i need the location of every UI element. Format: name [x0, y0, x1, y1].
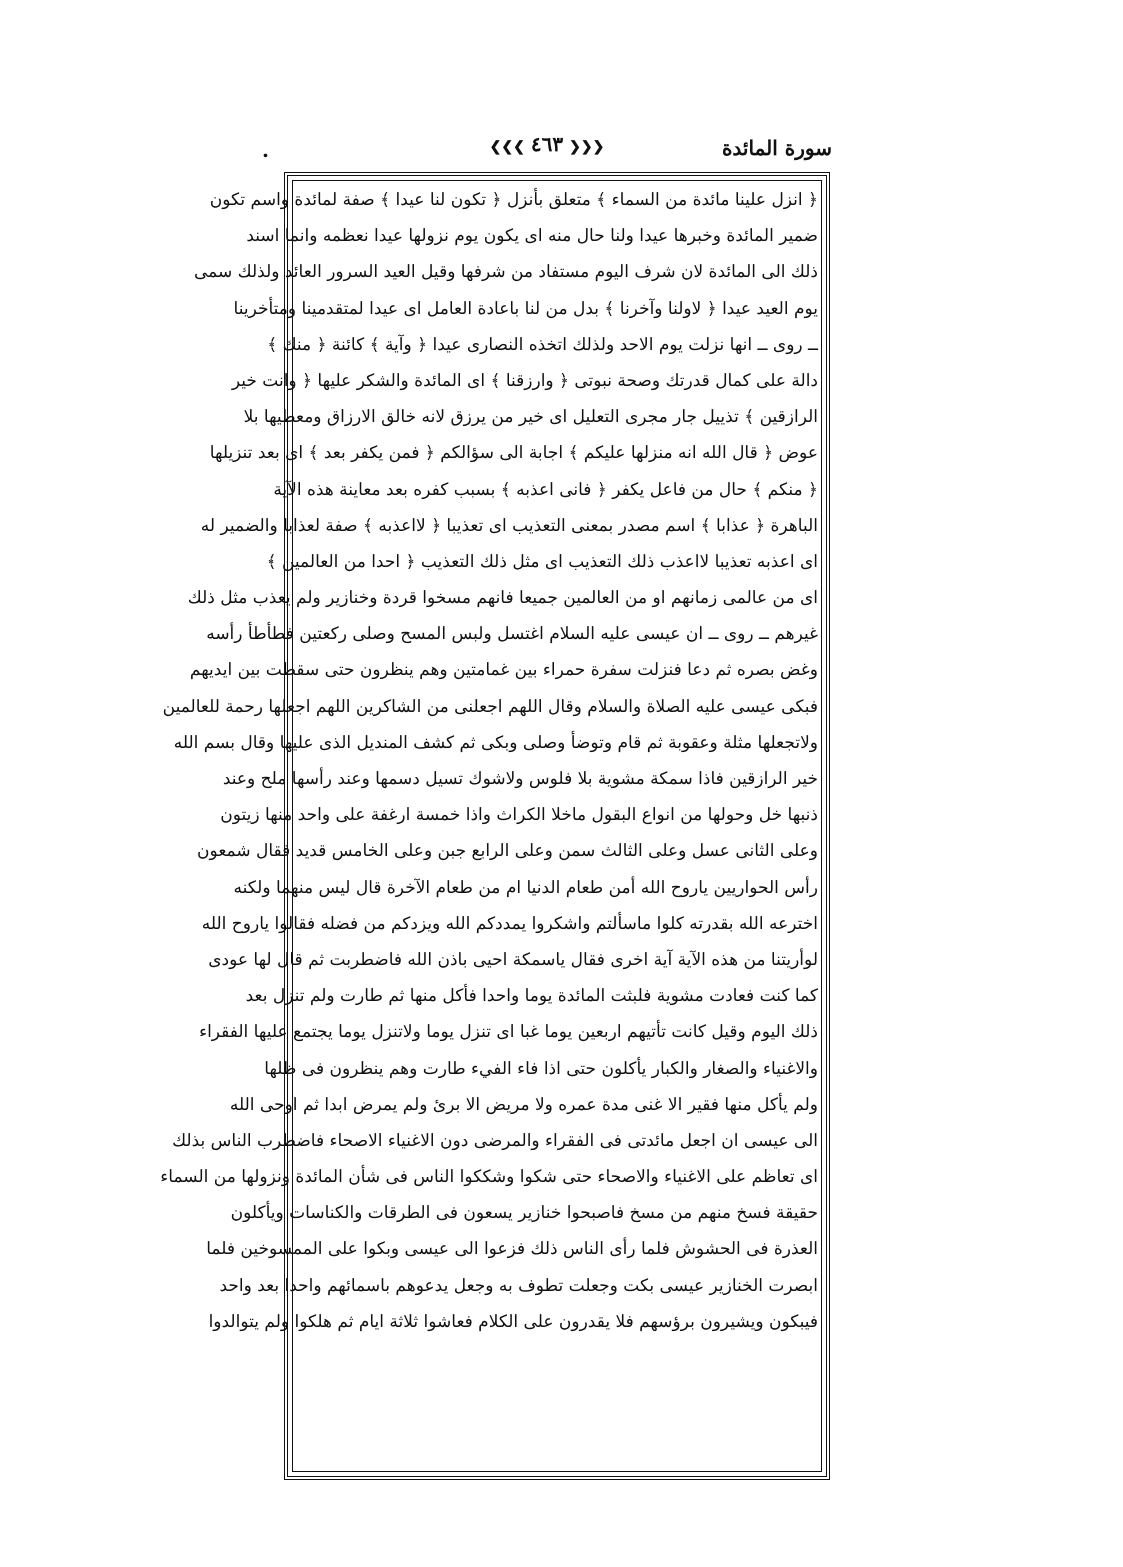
text-line: ذنبها خل وحولها من انواع البقول ماخلا الكراث واذا خمسة ارغفة على واحد منها زيتون: [220, 805, 818, 826]
page-number-value: ٤٦٣: [530, 132, 564, 156]
page-header: [262, 132, 832, 172]
surah-title: سورة المائدة: [721, 136, 832, 160]
text-line: والاغنياء والصغار والكبار يأكلون حتى اذا فاء الفيء طارت وهم ينظرون فى ظلها: [264, 1058, 818, 1079]
ornament-left-icon: ❮❮❮: [489, 139, 525, 155]
text-line: غيرهم ــ روى ــ ان عيسى عليه السلام اغتسل ولبس المسح وصلى ركعتين فطأطأ رأسه: [206, 624, 818, 645]
text-line: الباهرة ﴿ عذابا ﴾ اسم مصدر بمعنى التعذيب اى تعذيبا ﴿ لااعذبه ﴾ صفة لعذابا والضمير له: [200, 515, 818, 536]
text-line: رأس الحواريين ياروح الله أمن طعام الدنيا ام من طعام الآخرة قال ليس منهما ولكنه: [233, 877, 818, 898]
header-dot: .: [262, 138, 269, 162]
text-line: ولاتجعلها مثلة وعقوبة ثم قام وتوضأ وصلى وبكى ثم كشف المنديل الذى عليها وقال بسم الله: [173, 732, 818, 753]
text-line: اى تعاظم على الاغنياء والاصحاء حتى شكوا وشككوا الناس فى شأن المائدة ونزولها من السماء: [160, 1167, 818, 1188]
ornament-right-icon: ❯❯❯: [569, 139, 605, 155]
text-line: ذلك اليوم وقيل كانت تأتيهم اربعين يوما غبا اى تنزل يوما ولاتنزل يوما يجتمع عليها الفقراء: [199, 1022, 818, 1043]
page-number: [484, 132, 611, 156]
text-line: دالة على كمال قدرتك وصحة نبوتى ﴿ وارزقنا ﴾ اى المائدة والشكر عليها ﴿ وانت خير: [231, 370, 818, 391]
text-line: ﴿ انزل علينا مائدة من السماء ﴾ متعلق بأنزل ﴿ تكون لنا عيدا ﴾ صفة لمائدة واسم تكون: [209, 190, 818, 210]
text-line: اى اعذبه تعذيبا لااعذب ذلك التعذيب اى مثل ذلك التعذيب ﴿ احدا من العالمين ﴾: [266, 551, 818, 572]
text-line: ذلك الى المائدة لان شرف اليوم مستفاد من شرفها وقيل العيد السرور العائد ولذلك سمى: [194, 262, 818, 283]
text-line: اخترعه الله بقدرته كلوا ماسألتم واشكروا يمددكم الله ويزدكم من فضله فقالوا ياروح الله: [201, 913, 818, 934]
text-line: ولم يأكل منها فقير الا غنى مدة عمره ولا مريض الا برئ ولم يمرض ابدا ثم اوحى الله: [229, 1094, 818, 1115]
text-line: وغض بصره ثم دعا فنزلت سفرة حمراء بين غمامتين وهم ينظرون حتى سقطت بين ايديهم: [189, 660, 818, 681]
text-line: فبكى عيسى عليه الصلاة والسلام وقال اللهم اجعلنى من الشاكرين اللهم اجعلها رحمة للعالمين: [162, 696, 818, 717]
text-line: اى من عالمى زمانهم او من العالمين جميعا فانهم مسخوا قردة وخنازير ولم يعذب مثل ذلك: [187, 588, 818, 609]
text-line: خير الرازقين فاذا سمكة مشوية بلا فلوس ولاشوك تسيل دسمها وعند رأسها ملح وعند: [222, 769, 818, 789]
text-line: الى عيسى ان اجعل مائدتى فى الفقراء والمرضى دون الاغنياء الاصحاء فاضطرب الناس بذلك: [172, 1130, 818, 1151]
text-line: حقيقة فسخ منهم من مسخ فاصبحوا خنازير يسعون فى الطرقات والكناسات ويأكلون: [230, 1203, 818, 1224]
text-line: وعلى الثانى عسل وعلى الثالث سمن وعلى الرابع جبن وعلى الخامس قديد فقال شمعون: [197, 841, 818, 862]
text-line: ــ روى ــ انها نزلت يوم الاحد ولذلك اتخذه النصارى عيدا ﴿ وآية ﴾ كائنة ﴿ منك ﴾: [267, 334, 818, 355]
text-line: لوأريتنا من هذه الآية آية اخرى فقال ياسمكة احيى باذن الله فاضطربت ثم قال لها عودى: [208, 949, 818, 970]
text-line: فيبكون ويشيرون برؤسهم فلا يقدرون على الكلام فعاشوا ثلاثة ايام ثم هلكوا ولم يتوالدوا: [208, 1311, 818, 1332]
text-line: يوم العيد عيدا ﴿ لاولنا وآخرنا ﴾ بدل من لنا باعادة العامل اى عيدا لمتقدمينا ومتأخرينا: [233, 298, 818, 319]
text-body: [160, 182, 818, 1340]
text-line: الرازقين ﴾ تذييل جار مجرى التعليل اى خير من يرزق لانه خالق الارزاق ومعطيها بلا: [243, 407, 818, 428]
text-line: عوض ﴿ قال الله انه منزلها عليكم ﴾ اجابة الى سؤالكم ﴿ فمن يكفر بعد ﴾ اى بعد تنزيلها: [209, 443, 818, 464]
text-line: كما كنت فعادت مشوية فلبثت المائدة يوما واحدا فأكل منها ثم طارت ولم تنزل بعد: [245, 986, 818, 1007]
text-line: العذرة فى الحشوش فلما رأى الناس ذلك فزعوا الى عيسى وبكوا على الممسوخين فلما: [206, 1239, 818, 1260]
text-line: ابصرت الخنازير عيسى بكت وجعلت تطوف به وجعل يدعوهم باسمائهم واحدا بعد واحد: [219, 1275, 818, 1296]
text-line: ﴿ منكم ﴾ حال من فاعل يكفر ﴿ فانى اعذبه ﴾ بسبب كفره بعد معاينة هذه الآية: [273, 479, 818, 500]
text-line: ضمير المائدة وخبرها عيدا ولنا حال منه اى يكون يوم نزولها عيدا نعظمه وانما اسند: [246, 226, 818, 247]
